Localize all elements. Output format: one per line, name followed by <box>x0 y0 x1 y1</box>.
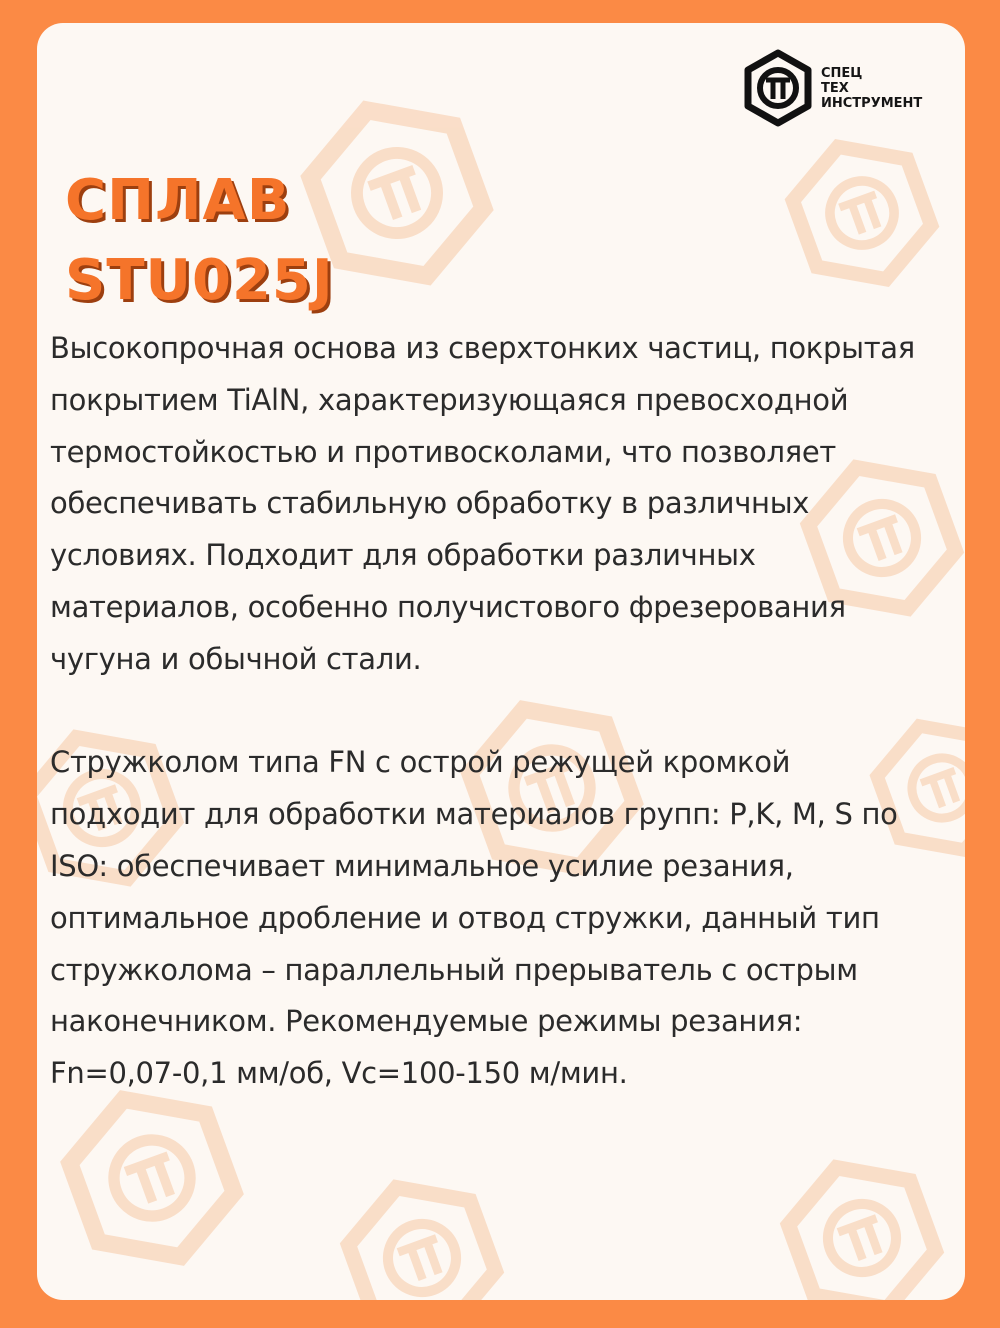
brand-line-1: СПЕЦ <box>821 65 863 81</box>
description-paragraph-2: Стружколом типа FN с острой режущей кромкой подходит для обработки материалов групп: P,K, M, S по ISO: обеспечивает минимальное усилие резания, оптимальное дробление и отвод стружки, данный тип стружколома – параллельный прерыватель с острым наконечником. Рекомендуемые режимы резания: Fn=0,07-0,1 мм/об, Vc=100-150 м/мин. <box>50 745 898 1091</box>
content-card <box>37 23 965 1300</box>
brand-logo <box>743 49 922 127</box>
title-line-2: STU025J <box>65 248 334 313</box>
page-title <box>65 161 334 321</box>
brand-line-2: ТЕХ <box>821 80 849 96</box>
description-paragraph-1: Высокопрочная основа из сверхтонких частиц, покрытая покрытием TiAlN, характеризующаяся превосходной термостойкостью и противосколами, что позволяет обеспечивать стабильную обработку в различных условиях. Подходит для обработки различных материалов, особенно получистового фрезерования чугуна и обычной стали. <box>50 331 915 676</box>
hexagon-watermark-icon <box>777 1153 947 1300</box>
brand-name <box>821 66 922 111</box>
description <box>50 323 955 1100</box>
title-line-1: СПЛАВ <box>65 168 291 233</box>
hexagon-ti-monogram-icon <box>743 49 813 127</box>
hexagon-watermark-icon <box>337 1173 507 1300</box>
hexagon-watermark-icon <box>57 1083 247 1273</box>
brand-line-3: ИНСТРУМЕНТ <box>821 95 923 111</box>
hexagon-watermark-icon <box>782 133 942 293</box>
